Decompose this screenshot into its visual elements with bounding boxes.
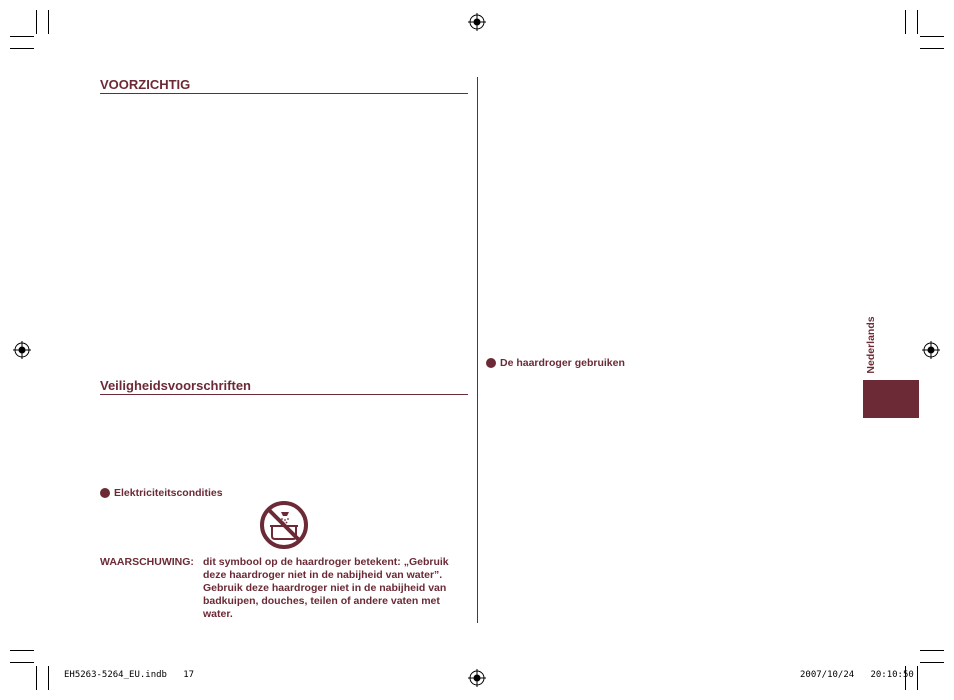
bullet-dot: [486, 358, 496, 368]
crop-mark: [10, 36, 34, 37]
crop-mark: [48, 10, 49, 34]
crop-mark: [917, 666, 918, 690]
crop-mark: [920, 650, 944, 651]
crop-mark: [905, 10, 906, 34]
section-using-hairdryer: [486, 357, 625, 369]
crop-mark: [10, 662, 34, 663]
registration-mark-icon: [13, 341, 31, 359]
crop-mark: [920, 36, 944, 37]
registration-mark-icon: [922, 341, 940, 359]
heading-safety-instructions: Veiligheidsvoorschriften: [100, 378, 468, 395]
registration-mark-icon: [468, 13, 486, 31]
crop-mark: [36, 666, 37, 690]
crop-mark: [917, 10, 918, 34]
warning-label: WAARSCHUWING:: [100, 556, 194, 568]
section-electricity-conditions: [100, 487, 223, 499]
bullet-dot: [100, 488, 110, 498]
crop-mark: [920, 48, 944, 49]
crop-mark: [48, 666, 49, 690]
warning-text: dit symbool op de haardroger betekent: „Gebruik deze haardroger niet in de nabijheid van water”. Gebruik deze haardroger niet in de nabijheid van badkuipen, douches, teilen of andere vaten met water.: [203, 556, 449, 620]
column-divider: [477, 77, 478, 623]
heading-caution: VOORZICHTIG: [100, 77, 468, 94]
crop-mark: [920, 662, 944, 663]
registration-mark-icon: [468, 669, 486, 687]
language-tab-label: Nederlands: [865, 316, 877, 374]
crop-mark: [10, 48, 34, 49]
crop-mark: [10, 650, 34, 651]
no-water-icon: [259, 500, 309, 550]
footer-file-info: EH5263-5264_EU.indb 17: [64, 670, 195, 680]
language-tab: [863, 380, 919, 418]
footer-datetime: 2007/10/24 20:10:50: [800, 670, 914, 680]
section-using-hairdryer-label: De haardroger gebruiken: [500, 357, 625, 369]
section-electricity-label: Elektriciteitscondities: [114, 487, 223, 499]
crop-mark: [36, 10, 37, 34]
